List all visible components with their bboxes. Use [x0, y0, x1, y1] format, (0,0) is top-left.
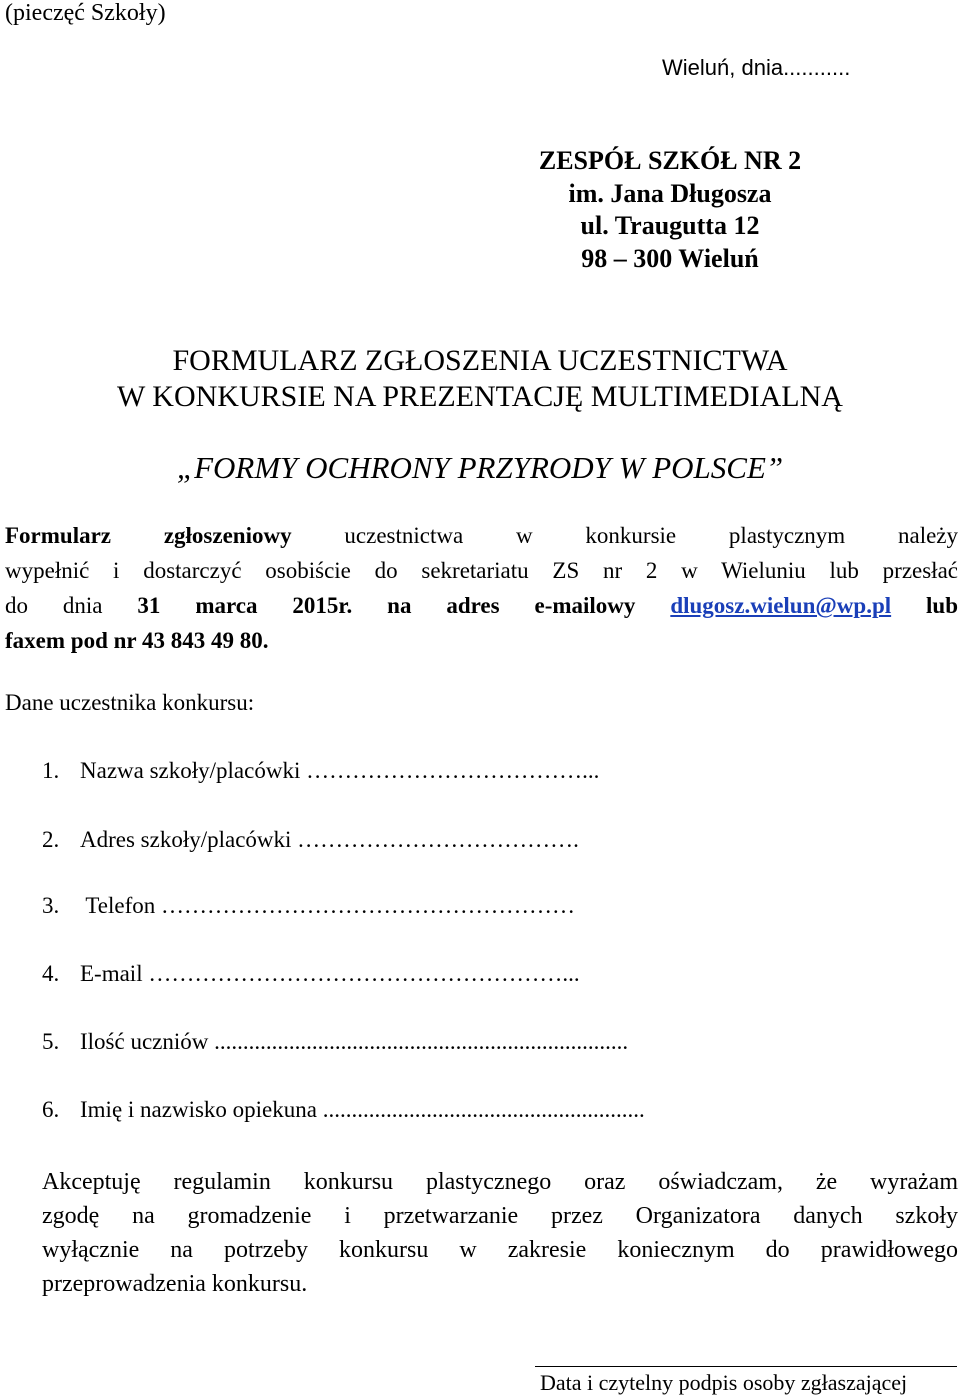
deadline-date: 31 marca 2015r.: [137, 593, 353, 618]
instructions-text-2: wypełnić i dostarczyć osobiście do sekretariatu ZS nr 2 w Wieluniu lub przesłać: [5, 558, 958, 583]
field-number: 6.: [42, 1097, 60, 1122]
field-phone[interactable]: [42, 893, 575, 919]
date-line: Wieluń, dnia...........: [662, 55, 851, 80]
form-title-line2: W KONKURSIE NA PREZENTACJĘ MULTIMEDIALNĄ: [117, 380, 843, 413]
consent-line-1: Akceptuję regulamin konkursu plastycznego oraz oświadczam, że wyrażam: [42, 1169, 958, 1195]
participant-data-label: Dane uczestnika konkursu:: [5, 690, 255, 715]
form-title-line1: FORMULARZ ZGŁOSZENIA UCZESTNICTWA: [172, 344, 788, 377]
field-school-address[interactable]: [42, 827, 579, 853]
school-name: ZESPÓŁ SZKÓŁ NR 2: [538, 146, 802, 175]
instructions-paragraph: [5, 518, 958, 658]
field-label: Adres szkoły/placówki ……………………………….: [80, 827, 579, 852]
field-number: 4.: [42, 961, 60, 986]
school-patron: im. Jana Długosza: [568, 179, 772, 208]
instructions-line-1: [5, 518, 958, 553]
consent-line-2: zgodę na gromadzenie i przetwarzanie przez Organizatora danych szkoły: [42, 1203, 958, 1229]
field-school-name[interactable]: [42, 758, 599, 784]
consent-paragraph: [42, 1165, 958, 1301]
instructions-line-3: [5, 588, 958, 623]
signature-caption: Data i czytelny podpis osoby zgłaszającej: [540, 1370, 908, 1395]
consent-line-3: wyłącznie na potrzeby konkursu w zakresie koniecznym do prawidłowego: [42, 1237, 958, 1263]
instructions-text-3a: do dnia: [5, 593, 138, 618]
field-label: Telefon ………………………………………………: [80, 893, 575, 918]
field-label: Ilość uczniów ........................................................................: [80, 1029, 629, 1054]
consent-line-4: przeprowadzenia konkursu.: [42, 1271, 308, 1297]
school-street: ul. Traugutta 12: [580, 211, 760, 240]
signature-line[interactable]: [535, 1366, 957, 1367]
field-label: Nazwa szkoły/placówki ………………………………...: [80, 758, 600, 783]
field-label: Imię i nazwisko opiekuna ........................................................: [80, 1097, 645, 1122]
email-label: na adres e-mailowy: [387, 593, 671, 618]
field-number: 1.: [42, 758, 60, 783]
instructions-text-1: uczestnictwa w konkursie plastycznym należy: [291, 523, 958, 548]
field-student-count[interactable]: [42, 1029, 628, 1055]
stamp-placeholder: (pieczęć Szkoły): [5, 0, 166, 26]
field-number: 2.: [42, 827, 60, 852]
instructions-line-4: [5, 623, 958, 658]
instructions-spacer: [352, 593, 387, 618]
field-number: 5.: [42, 1029, 60, 1054]
school-city: 98 – 300 Wieluń: [581, 244, 759, 273]
instructions-or: lub: [891, 593, 959, 618]
field-label: E-mail ………………………………………………...: [80, 961, 580, 986]
instructions-line-2: [5, 553, 958, 588]
field-email[interactable]: [42, 961, 580, 987]
instructions-bold-form: Formularz zgłoszeniowy: [5, 523, 292, 548]
email-link[interactable]: dlugosz.wielun@wp.pl: [670, 593, 892, 618]
field-number: 3.: [42, 893, 60, 918]
field-supervisor-name[interactable]: [42, 1097, 645, 1123]
competition-name: „FORMY OCHRONY PRZYRODY W POLSCE”: [176, 450, 784, 485]
fax-number: faxem pod nr 43 843 49 80.: [5, 628, 269, 653]
